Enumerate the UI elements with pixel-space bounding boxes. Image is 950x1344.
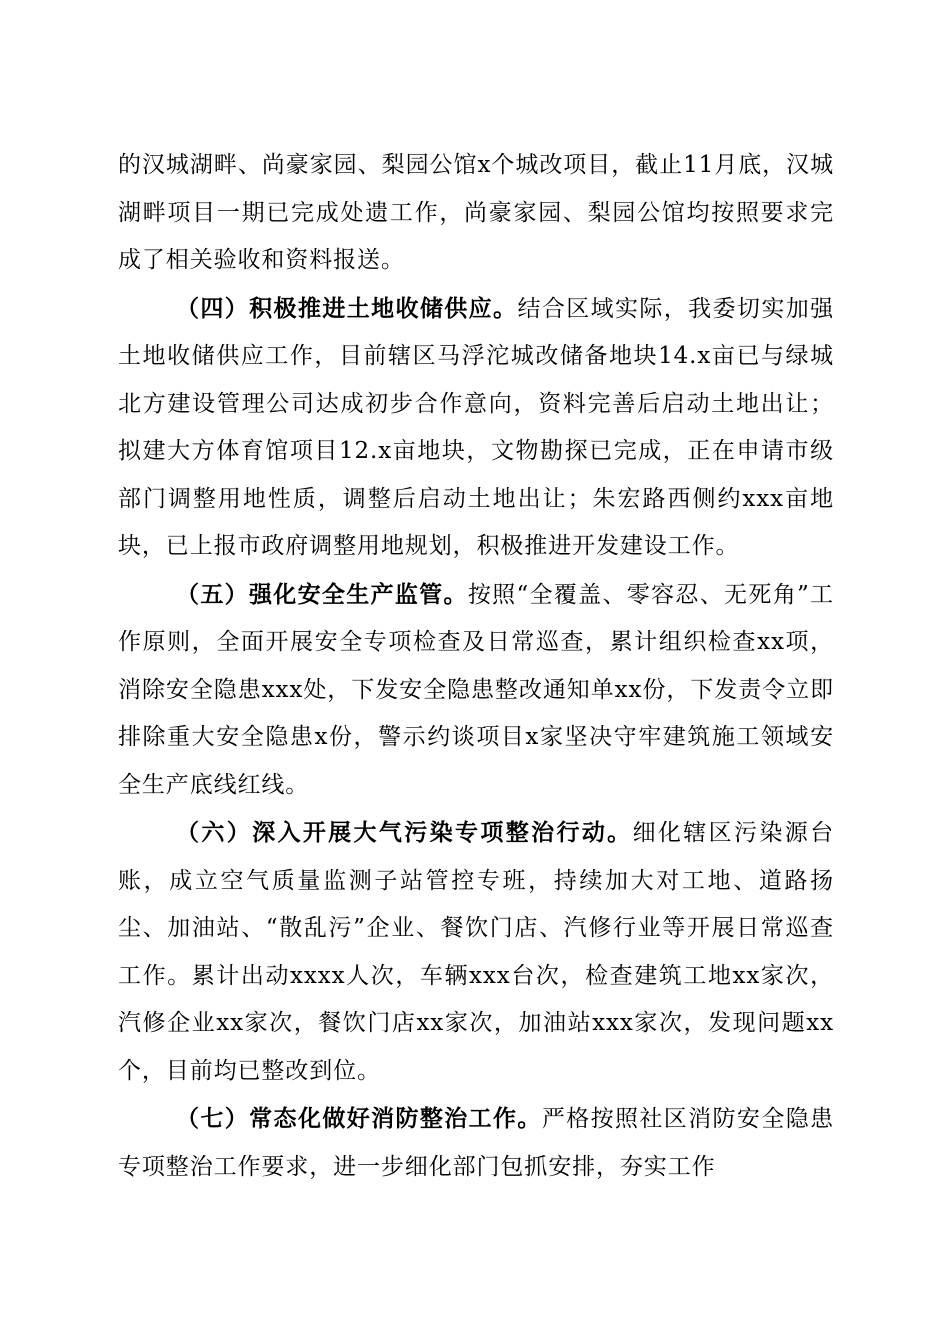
section-4-text: 结合区域实际，我委切实加强土地收储供应工作，目前辖区马浮沱城改储备地块14.x亩已与绿城北方建设管理公司达成初步合作意向，资料完善后启动土地出让；拟建大方体育馆项目12.x亩地块，文物勘探已完成，正在申请市级部门调整用地性质，调整后启动土地出让；朱宏路西侧约xxx亩地块，已上报市政府调整用地规划，积极推进开发建设工作。 [118, 295, 834, 559]
section-6-heading: （六）深入开展大气污染专项整治行动。 [176, 819, 633, 846]
section-4-heading: （四）积极推进土地收储供应。 [176, 294, 518, 322]
paragraph-section-4 [118, 285, 834, 571]
paragraph-continuation-text: 的汉城湖畔、尚豪家园、梨园公馆x个城改项目，截止11月底，汉城湖畔项目一期已完成处遗工作，尚豪家园、梨园公馆均按照要求完成了相关验收和资料报送。 [118, 152, 834, 273]
paragraph-section-5 [118, 571, 834, 810]
section-7-heading: （七）常态化做好消防整治工作。 [176, 1105, 542, 1132]
section-5-heading: （五）强化安全生产监管。 [176, 580, 468, 608]
paragraph-section-6 [118, 809, 834, 1095]
section-6-text: 细化辖区污染源台账，成立空气质量监测子站管控专班，持续加大对工地、道路扬尘、加油站、“散乱污”企业、餐饮门店、汽修行业等开展日常巡查工作。累计出动xxxx人次，车辆xxx台次，检查建筑工地xx家次，汽修企业xx家次，餐饮门店xx家次，加油站xxx家次，发现问题xx个，目前均已整改到位。 [118, 820, 835, 1084]
paragraph-continuation [118, 142, 834, 285]
section-7-text: 严格按照社区消防安全隐患专项整治工作要求，进一步细化部门包抓安排，夯实工作 [118, 1106, 834, 1180]
section-5-text: 按照“全覆盖、零容忍、无死角”工作原则，全面开展安全专项检查及日常巡查，累计组织检查xx项，消除安全隐患xxx处，下发安全隐患整改通知单xx份，下发责令立即排除重大安全隐患x份，警示约谈项目x家坚决守牢建筑施工领域安全生产底线红线。 [118, 581, 834, 798]
paragraph-section-7 [118, 1095, 834, 1191]
document-body [118, 142, 834, 1191]
